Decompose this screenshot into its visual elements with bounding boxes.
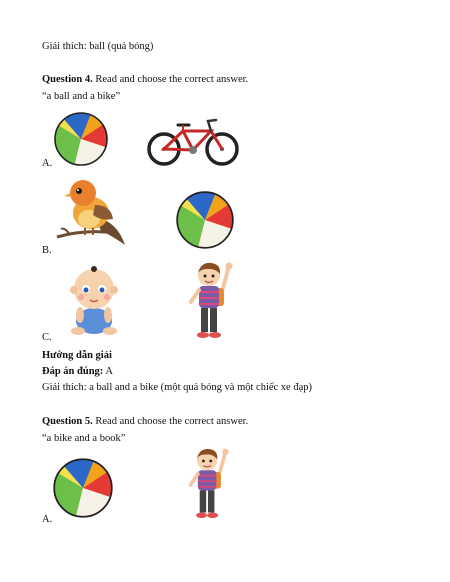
option-c-label: C. (42, 332, 52, 343)
ball-image (53, 111, 109, 167)
solution-explanation: Giải thích: a ball and a bike (một quả bóng và một chiếc xe đạp) (42, 382, 312, 393)
correct-answer-value: A (103, 366, 113, 377)
boy-image (185, 446, 231, 522)
previous-explanation: Giải thích: ball (quả bóng) (42, 41, 154, 52)
q5-option-a-label: A. (42, 514, 53, 525)
correct-answer-label: Đáp án đúng: (42, 366, 104, 377)
boy-image (185, 262, 235, 340)
question-5-label: Question 5. (42, 416, 93, 427)
baby-image (68, 263, 120, 337)
ball-image (175, 190, 235, 250)
correct-answer (42, 366, 113, 378)
question-4-prompt: “a ball and a bike” (42, 91, 121, 102)
solution-heading: Hướng dẫn giải (42, 350, 112, 361)
option-b-label: B. (42, 245, 52, 256)
question-4-title (42, 74, 248, 86)
bird-image (55, 175, 131, 249)
option-a-label: A. (42, 158, 53, 169)
question-5-title (42, 416, 248, 428)
ball-image (52, 457, 114, 519)
question-4-instruction: Read and choose the correct answer. (92, 74, 249, 85)
question-4-label: Question 4. (42, 74, 93, 85)
bicycle-image (145, 117, 241, 167)
question-5-instruction: Read and choose the correct answer. (92, 416, 249, 427)
question-5-prompt: “a bike and a book” (42, 433, 126, 444)
